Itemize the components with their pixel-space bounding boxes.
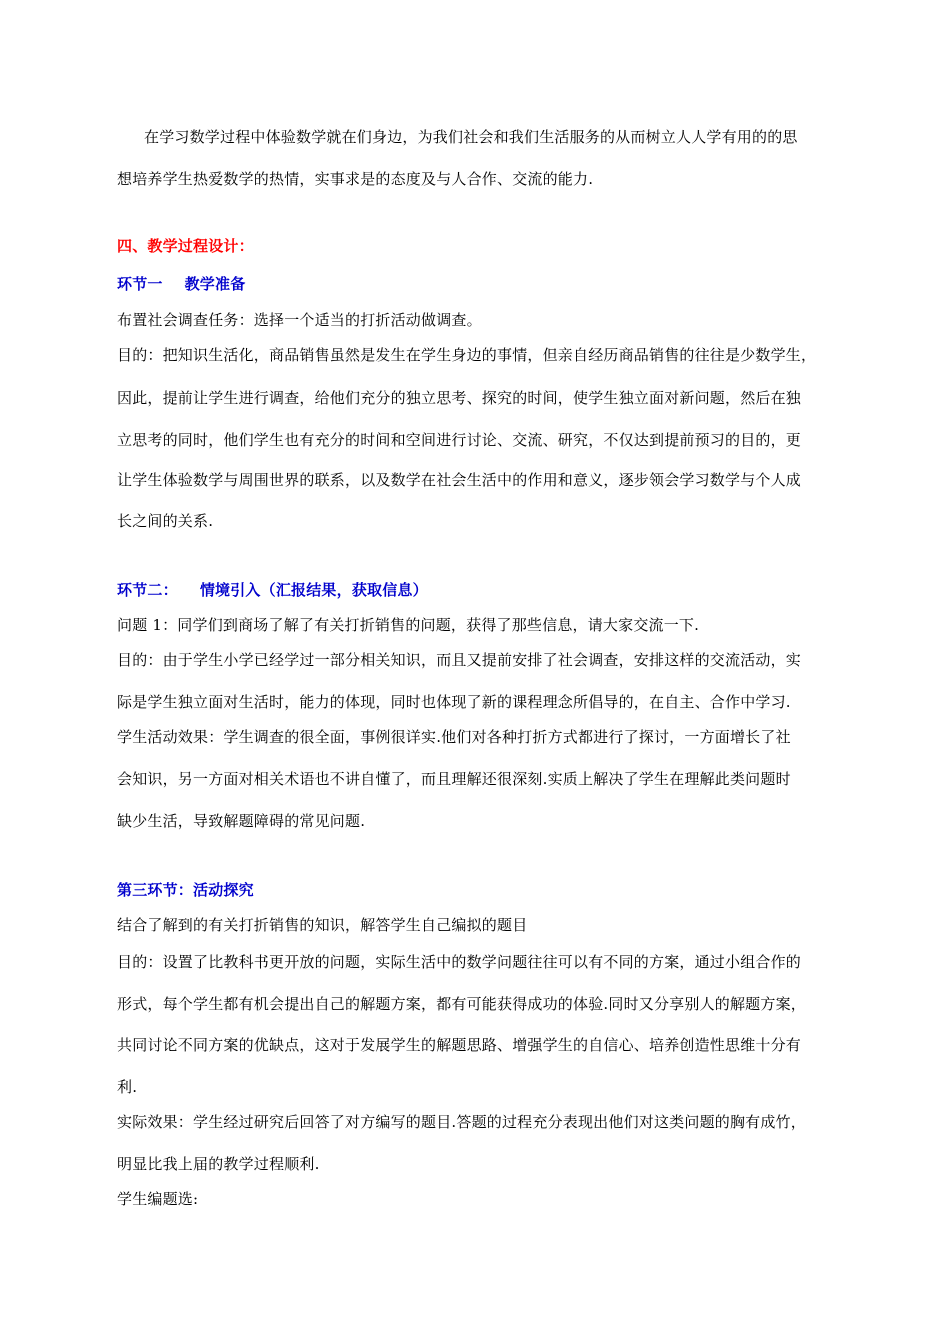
step2-effect-line: 缺少生活，导致解题障碍的常见问题. bbox=[117, 812, 366, 830]
step2-purpose-line: 目的：由于学生小学已经学过一部分相关知识，而且又提前安排了社会调查，安排这样的交流活动，实 bbox=[117, 651, 802, 669]
step2-heading bbox=[117, 580, 887, 600]
step2-effect-line: 会知识，另一方面对相关术语也不讲自懂了，而且理解还很深刻.实质上解决了学生在理解此类问题时 bbox=[117, 770, 791, 788]
step1-purpose-line: 因此，提前让学生进行调查，给他们充分的独立思考、探究的时间，使学生独立面对新问题，然后在独 bbox=[117, 389, 802, 407]
step1-label: 环节一 bbox=[117, 275, 163, 293]
step3-selection: 学生编题选: bbox=[117, 1190, 199, 1208]
step3-purpose-line: 形式，每个学生都有机会提出自己的解题方案，都有可能获得成功的体验.同时又分享别人的解题方案， bbox=[117, 995, 806, 1013]
step2-label: 环节二： bbox=[117, 581, 178, 599]
step1-heading bbox=[117, 274, 887, 294]
step2-effect-line: 学生活动效果：学生调查的很全面，事例很详实.他们对各种打折方式都进行了探讨，一方面增长了社 bbox=[117, 728, 791, 746]
step1-name: 教学准备 bbox=[184, 275, 246, 293]
step3-effect-line: 明显比我上届的教学过程顺利. bbox=[117, 1155, 320, 1173]
step3-purpose-line: 共同讨论不同方案的优缺点，这对于发展学生的解题思路、增强学生的自信心、培养创造性思维十分有 bbox=[117, 1036, 802, 1054]
step1-purpose-line: 立思考的同时，他们学生也有充分的时间和空间进行讨论、交流、研究，不仅达到提前预习的目的，更 bbox=[117, 431, 802, 449]
step3-purpose-line: 目的：设置了比教科书更开放的问题，实际生活中的数学问题往往可以有不同的方案，通过小组合作的 bbox=[117, 953, 802, 971]
step2-question: 问题 1：同学们到商场了解了有关打折销售的问题，获得了那些信息，请大家交流一下. bbox=[117, 616, 700, 634]
intro-line-2: 想培养学生热爱数学的热情，实事求是的态度及与人合作、交流的能力. bbox=[117, 170, 594, 188]
step3-heading: 第三环节：活动探究 bbox=[117, 881, 254, 899]
step3-intro: 结合了解到的有关打折销售的知识，解答学生自己编拟的题目 bbox=[117, 916, 528, 934]
step1-task: 布置社会调查任务：选择一个适当的打折活动做调查。 bbox=[117, 311, 482, 329]
section-heading: 四、教学过程设计： bbox=[117, 237, 254, 255]
step3-effect-line: 实际效果：学生经过研究后回答了对方编写的题目.答题的过程充分表现出他们对这类问题的胸有成竹， bbox=[117, 1113, 806, 1131]
step1-purpose-line: 长之间的关系. bbox=[117, 512, 214, 530]
step2-purpose-line: 际是学生独立面对生活时，能力的体现，同时也体现了新的课程理念所倡导的，在自主、合作中学习. bbox=[117, 693, 791, 711]
step3-purpose-line: 利. bbox=[117, 1078, 138, 1096]
intro-line-1: 在学习数学过程中体验数学就在们身边，为我们社会和我们生活服务的从而树立人人学有用的的思 bbox=[144, 128, 798, 146]
step2-name: 情境引入（汇报结果，获取信息） bbox=[199, 581, 428, 599]
step1-purpose-line: 目的：把知识生活化，商品销售虽然是发生在学生身边的事情，但亲自经历商品销售的往往是少数学生， bbox=[117, 346, 817, 364]
step1-purpose-line: 让学生体验数学与周围世界的联系，以及数学在社会生活中的作用和意义，逐步领会学习数学与个人成 bbox=[117, 471, 802, 489]
